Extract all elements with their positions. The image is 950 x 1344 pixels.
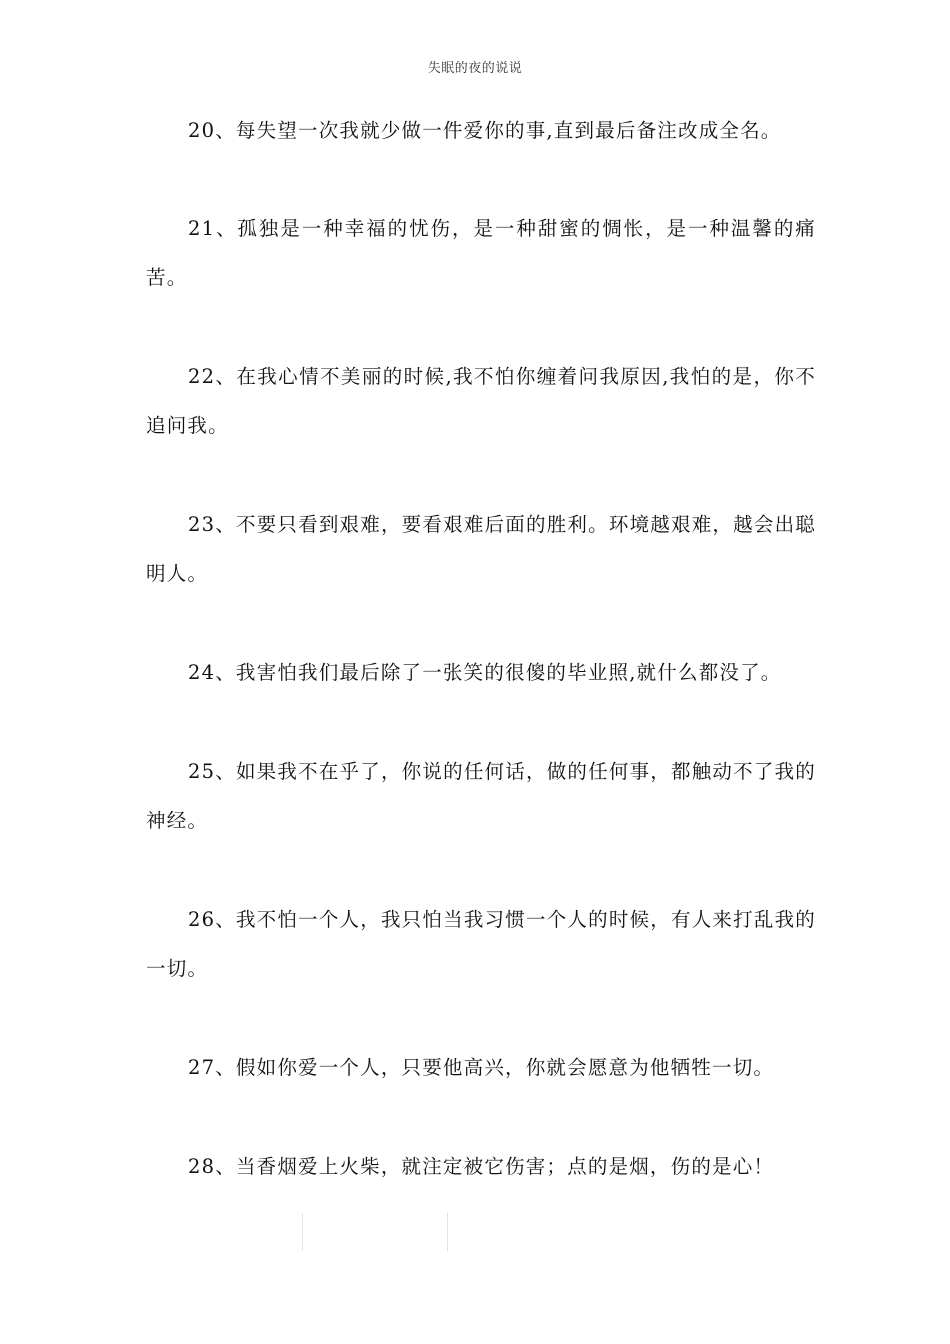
document-body — [146, 106, 816, 1241]
paragraph-26: 26、我不怕一个人，我只怕当我习惯一个人的时候，有人来打乱我的一切。 — [146, 908, 816, 980]
paragraph-22: 22、在我心情不美丽的时候,我不怕你缠着问我原因,我怕的是，你不追问我。 — [146, 365, 816, 437]
paragraph-24: 24、我害怕我们最后除了一张笑的很傻的毕业照,就什么都没了。 — [188, 661, 782, 684]
page-header-title: 失眠的夜的说说 — [427, 61, 523, 76]
paragraph-28: 28、当香烟爱上火柴，就注定被它伤害；点的是烟，伤的是心！ — [188, 1155, 775, 1178]
footer-frame — [302, 1213, 448, 1251]
paragraph-25: 25、如果我不在乎了，你说的任何话，做的任何事，都触动不了我的神经。 — [146, 760, 816, 832]
paragraph-27: 27、假如你爱一个人，只要他高兴，你就会愿意为他牺牲一切。 — [188, 1056, 775, 1079]
paragraph-20: 20、每失望一次我就少做一件爱你的事,直到最后备注改成全名。 — [188, 119, 782, 142]
paragraph-21: 21、孤独是一种幸福的忧伤，是一种甜蜜的惆怅，是一种温馨的痛苦。 — [146, 217, 816, 289]
paragraph-23: 23、不要只看到艰难，要看艰难后面的胜利。环境越艰难，越会出聪明人。 — [146, 513, 816, 585]
